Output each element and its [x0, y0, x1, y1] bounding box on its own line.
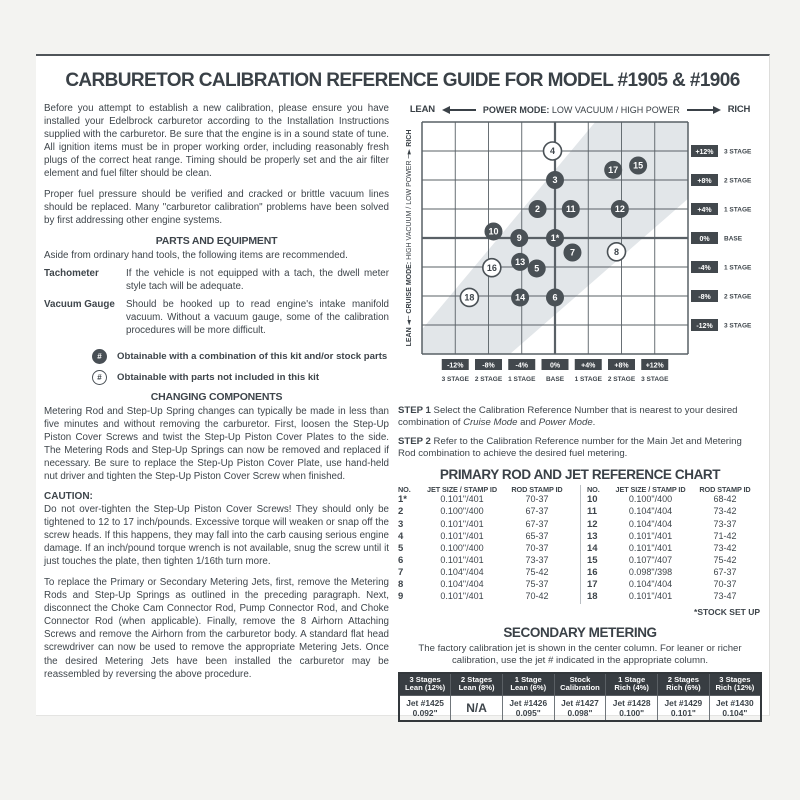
secondary-column-header: 1 Stage Rich (4%) — [606, 673, 658, 696]
jet-size-cell: 0.101"/401 — [440, 530, 484, 541]
secondary-column-header: 3 Stages Lean (12%) — [399, 673, 451, 696]
rod-stamp-cell: 75-42 — [525, 567, 549, 578]
calibration-number-cell: 7 — [398, 567, 404, 579]
table-row — [398, 494, 574, 506]
changing-components-paragraph: Metering Rod and Step-Up Spring changes can typically be made in less than five minutes and without removing the carburetor. First, loosen the Step-Up Piston Cover Screws and twist the Step-Up Piston Cover Plates to the side. The Metering Rods and Step-Up Springs can now be removed and replaced if necessary. Be sure to replace the Step-Up Piston Cover Plate, use hand-held nut driver and tighten the Step-Up Piston Cover Screw when finished. — [44, 406, 389, 483]
step-paragraph: STEP 1 Select the Calibration Reference Number that is nearest to your desired combination of Cruise Mode and Power Mode. — [398, 405, 738, 429]
calibration-point-label: 7 — [569, 247, 575, 258]
secondary-column-header: 1 Stage Lean (6%) — [502, 673, 554, 696]
calibration-point-label: 6 — [552, 292, 558, 303]
jet-size-cell: 0.101"/401 — [628, 591, 673, 602]
rod-stamp-cell: 73-37 — [525, 554, 549, 565]
jet-size-cell: 0.101"/401 — [628, 530, 673, 541]
x-tick-percent: 0% — [549, 362, 561, 370]
jet-size-cell: 0.101"/401 — [440, 591, 484, 602]
rod-stamp-cell: 70-37 — [525, 494, 549, 505]
y-tick-percent: -8% — [698, 294, 711, 301]
table-row — [587, 555, 762, 567]
y-tick-percent: +8% — [697, 178, 712, 185]
rod-stamp-cell: 67-37 — [525, 518, 549, 529]
x-tick-percent: -8% — [482, 362, 495, 370]
right-column — [398, 102, 762, 722]
secondary-jet-cell: Jet #1427 0.098" — [554, 695, 606, 721]
secondary-jet-cell: Jet #1425 0.092" — [399, 695, 451, 721]
calibration-point-label: 14 — [515, 292, 526, 303]
left-axis-label — [405, 130, 413, 347]
primary-chart-title: PRIMARY ROD AND JET REFERENCE CHART — [439, 466, 721, 482]
intro-paragraph-2: Proper fuel pressure should be verified and cracked or brittle vacuum lines should be replaced. Many "carburetor calibration" problems have been solved by first addressing other engine systems. — [44, 189, 389, 227]
step-paragraph: STEP 2 Refer to the Calibration Reference number for the Main Jet and Metering Rod combination to achieve the desired fuel metering. — [398, 435, 742, 460]
jet-size-cell: 0.104"/404 — [440, 567, 484, 578]
calibration-number-cell: 1* — [398, 494, 407, 506]
calibration-reference-chart — [398, 118, 762, 394]
x-stage-label: BASE — [545, 376, 565, 383]
calibration-point-label: 10 — [488, 226, 499, 237]
rod-stamp-cell: 71-42 — [713, 530, 737, 541]
caution-paragraph: Do not over-tighten the Step-Up Piston Cover Screws! They should only be tightened to 12 to 17 inch/pounds. Excessive torque will weaken or snap off the screw heads. If this happens, they may fall into the carb causing serious engine damage. If an inch/pound torque wrench is not available, snug the screw until it just touches the plate, then tighten 1/16th turn more. — [44, 504, 389, 568]
y-tick-percent: -4% — [698, 265, 711, 272]
secondary-jet-cell: Jet #1428 0.100" — [606, 695, 658, 721]
outline-circle-hash-icon: # — [92, 370, 107, 385]
calibration-number-cell: 6 — [398, 554, 404, 566]
rod-stamp-cell: 67-37 — [713, 567, 737, 578]
changing-components-heading: CHANGING COMPONENTS — [150, 391, 283, 404]
x-tick-percent: +8% — [614, 362, 629, 370]
legend-item — [92, 349, 389, 364]
rod-stamp-cell: 73-42 — [713, 542, 737, 553]
secondary-table-value-row — [399, 695, 761, 721]
jet-size-cell: 0.104"/404 — [440, 579, 484, 590]
equipment-term: Tachometer — [44, 268, 99, 280]
table-row — [398, 591, 574, 603]
top-axis-lean-label: LEAN — [409, 104, 435, 115]
table-row — [398, 506, 574, 518]
calibration-number-cell: 18 — [587, 591, 598, 603]
rod-stamp-cell: 75-42 — [713, 554, 737, 565]
y-stage-label: BASE — [724, 235, 743, 243]
right-arrow-icon — [687, 106, 721, 114]
table-row — [587, 519, 762, 531]
jet-size-cell: 0.101"/401 — [440, 554, 484, 565]
calibration-number-cell: 2 — [398, 506, 404, 518]
y-stage-label: 2 STAGE — [724, 177, 752, 185]
top-axis-rich-label: RICH — [727, 104, 751, 115]
calibration-point-label: 5 — [534, 263, 540, 274]
replace-jets-paragraph: To replace the Primary or Secondary Metering Jets, first, remove the Metering Rods and Step-Up Springs as outlined in the preceding paragraph. Next, disconnect the Choke Cam Connector Rod, Pump Connector Rod, and Choke Connector Rod (when applicable). Finally, remove the 8 Airhorn Attaching Screws and remove the Airhorn from the carburetor body. A standard flat head screwdriver can now be used to remove the appropriate Metering Jets. Once the desired Metering Jets have been installed the carburetor may be reassembled by reversing the above procedure. — [44, 577, 389, 680]
x-tick-percent: -12% — [447, 362, 464, 370]
secondary-jet-cell: Jet #1426 0.095" — [502, 695, 554, 721]
jet-size-cell: 0.104"/404 — [628, 579, 673, 590]
legend-item — [92, 370, 389, 385]
calibration-number-cell: 9 — [398, 591, 404, 603]
jet-size-cell: 0.100"/400 — [440, 542, 484, 553]
two-column-layout — [44, 102, 761, 722]
secondary-metering-title: SECONDARY METERING — [503, 624, 657, 640]
secondary-jet-cell: Jet #1429 0.101" — [658, 695, 710, 721]
calibration-point-label: 13 — [515, 257, 526, 268]
parts-intro: Aside from ordinary hand tools, the following items are recommended. — [44, 250, 348, 262]
table-row — [587, 506, 762, 518]
jet-size-cell: 0.098"/398 — [628, 567, 673, 578]
table-row — [587, 567, 762, 579]
step-instructions — [398, 405, 762, 461]
calibration-point-label: 11 — [566, 204, 576, 215]
table-row — [587, 579, 762, 591]
rod-stamp-cell: 67-37 — [525, 506, 549, 517]
rod-stamp-cell: 65-37 — [525, 530, 549, 541]
equipment-item — [44, 267, 389, 293]
x-tick-percent: +12% — [645, 362, 664, 370]
secondary-column-header: 2 Stages Lean (8%) — [451, 673, 503, 696]
rod-stamp-cell: 73-47 — [713, 591, 737, 602]
table-row — [587, 543, 762, 555]
calibration-point-label: 18 — [464, 292, 475, 303]
secondary-column-header: 3 Stages Rich (12%) — [709, 673, 761, 696]
primary-table-right-group — [580, 485, 762, 604]
jet-size-cell: 0.104"/404 — [628, 506, 673, 517]
y-stage-label: 3 STAGE — [724, 322, 752, 330]
secondary-jet-cell: Jet #1430 0.104" — [709, 695, 761, 721]
calibration-point-label: 16 — [486, 262, 497, 273]
table-row — [587, 531, 762, 543]
primary-table-header — [587, 485, 762, 494]
calibration-point-label: 4 — [549, 146, 556, 157]
calibration-number-cell: 12 — [587, 518, 598, 530]
calibration-point-label: 2 — [535, 204, 541, 215]
y-tick-percent: +12% — [695, 149, 714, 156]
y-tick-percent: +4% — [697, 207, 712, 214]
symbol-legend — [92, 349, 389, 385]
x-stage-label: 1 STAGE — [508, 376, 536, 383]
secondary-metering-table — [398, 672, 762, 723]
jet-size-cell: 0.104"/404 — [628, 518, 673, 529]
column-header: ROD STAMP ID — [511, 484, 563, 494]
jet-size-cell: 0.101"/401 — [440, 518, 484, 529]
column-header: JET SIZE / STAMP ID — [615, 484, 686, 494]
equipment-description: If the vehicle is not equipped with a tach, the dwell meter style tach will be adequate. — [126, 268, 389, 293]
rod-stamp-cell: 75-37 — [525, 579, 549, 590]
x-stage-label: 3 STAGE — [441, 376, 469, 383]
left-column — [44, 102, 389, 722]
equipment-description: Should be hooked up to read engine's intake manifold vacuum. Without a vacuum gauge, some of the calibration procedures will be more difficult. — [126, 299, 389, 337]
table-row — [587, 494, 762, 506]
top-axis-mode-label: POWER MODE: LOW VACUUM / HIGH POWER — [482, 104, 680, 115]
calibration-number-cell: 11 — [587, 506, 598, 518]
table-row — [398, 531, 574, 543]
column-header: JET SIZE / STAMP ID — [427, 484, 497, 494]
calibration-point-label: 3 — [552, 175, 558, 186]
y-stage-label: 2 STAGE — [724, 293, 752, 301]
column-header: NO. — [398, 484, 411, 494]
x-stage-label: 3 STAGE — [641, 376, 669, 383]
calibration-number-cell: 5 — [398, 542, 404, 554]
y-tick-percent: -12% — [696, 323, 713, 330]
secondary-column-header: Stock Calibration — [554, 673, 606, 696]
table-row — [587, 591, 762, 603]
calibration-point-label: 12 — [614, 204, 625, 215]
rod-stamp-cell: 68-42 — [713, 494, 737, 505]
x-tick-percent: +4% — [581, 362, 596, 370]
calibration-number-cell: 4 — [398, 530, 404, 542]
y-tick-percent: 0% — [699, 236, 710, 243]
secondary-metering-description: The factory calibration jet is shown in the center column. For leaner or richer calibration, use the jet # indicated in the appropriate column. — [418, 642, 742, 667]
scanned-reference-sheet — [36, 54, 770, 719]
calibration-number-cell: 13 — [587, 530, 598, 542]
x-stage-label: 2 STAGE — [607, 376, 636, 383]
secondary-jet-cell: N/A — [451, 695, 503, 721]
x-stage-label: 1 STAGE — [574, 376, 602, 383]
table-row — [398, 543, 574, 555]
left-arrow-icon — [442, 106, 476, 114]
rod-stamp-cell: 70-37 — [525, 542, 549, 553]
calibration-point-label: 17 — [608, 165, 619, 176]
jet-size-cell: 0.100"/400 — [628, 494, 673, 505]
jet-size-cell: 0.101"/401 — [628, 542, 673, 553]
equipment-list — [44, 267, 389, 337]
calibration-point-label: 1* — [550, 233, 560, 244]
equipment-term: Vacuum Gauge — [44, 299, 115, 311]
calibration-number-cell: 10 — [587, 494, 598, 506]
y-stage-label: 1 STAGE — [724, 206, 752, 214]
x-tick-percent: -4% — [515, 362, 528, 370]
column-header: NO. — [587, 484, 600, 494]
jet-size-cell: 0.107"/407 — [628, 554, 673, 565]
calibration-point-label: 15 — [633, 160, 644, 171]
parts-equipment-heading: PARTS AND EQUIPMENT — [155, 235, 278, 248]
rod-stamp-cell: 73-37 — [713, 518, 737, 529]
secondary-table-header-row — [399, 673, 761, 696]
table-row — [398, 567, 574, 579]
filled-circle-hash-icon: # — [92, 349, 107, 364]
jet-size-cell: 0.100"/400 — [440, 506, 484, 517]
jet-size-cell: 0.101"/401 — [440, 494, 484, 505]
y-stage-label: 1 STAGE — [724, 264, 752, 272]
legend-text: Obtainable with parts not included in this kit — [117, 372, 320, 384]
table-row — [398, 555, 574, 567]
table-row — [398, 519, 574, 531]
calibration-point-label: 9 — [516, 233, 522, 244]
calibration-number-cell: 16 — [587, 567, 598, 579]
chart-top-axis — [398, 104, 762, 115]
calibration-number-cell: 17 — [587, 579, 598, 591]
equipment-item — [44, 298, 389, 337]
stock-setup-footnote: *STOCK SET UP — [694, 606, 760, 617]
primary-table-header — [398, 485, 574, 494]
calibration-number-cell: 14 — [587, 542, 598, 554]
intro-paragraph-1: Before you attempt to establish a new calibration, please ensure you have installed your Edelbrock carburetor according to the Installation Instructions supplied with the carburetor. Be sure that the engine is in a sound state of tune. All ignition items must be in proper working order, including reasonably fresh plugs of the correct heat range. Timing should be properly set and the air filter element and fuel filter should be clean. — [44, 103, 389, 180]
rod-stamp-cell: 73-42 — [713, 506, 737, 517]
secondary-column-header: 2 Stages Rich (6%) — [658, 673, 710, 696]
svg-text:LEAN ◄─ CRUISE MODE: HIGH VACU: LEAN ◄─ CRUISE MODE: HIGH VACUUM / LOW POWER ─► RICH — [405, 129, 413, 347]
column-header: ROD STAMP ID — [699, 484, 751, 494]
rod-stamp-cell: 70-42 — [525, 591, 549, 602]
rod-stamp-cell: 70-37 — [713, 579, 737, 590]
calibration-number-cell: 15 — [587, 554, 598, 566]
page-title: CARBURETOR CALIBRATION REFERENCE GUIDE FOR MODEL #1905 & #1906 — [65, 70, 740, 91]
x-stage-label: 2 STAGE — [474, 376, 503, 383]
legend-text: Obtainable with a combination of this kit and/or stock parts — [117, 351, 388, 363]
y-stage-label: 3 STAGE — [724, 148, 752, 156]
calibration-point-label: 8 — [614, 246, 620, 257]
calibration-number-cell: 3 — [398, 518, 404, 530]
primary-table-left-group — [398, 485, 580, 604]
calibration-number-cell: 8 — [398, 579, 404, 591]
primary-rod-jet-table — [398, 485, 762, 604]
table-row — [398, 579, 574, 591]
caution-heading: CAUTION: — [44, 491, 93, 503]
